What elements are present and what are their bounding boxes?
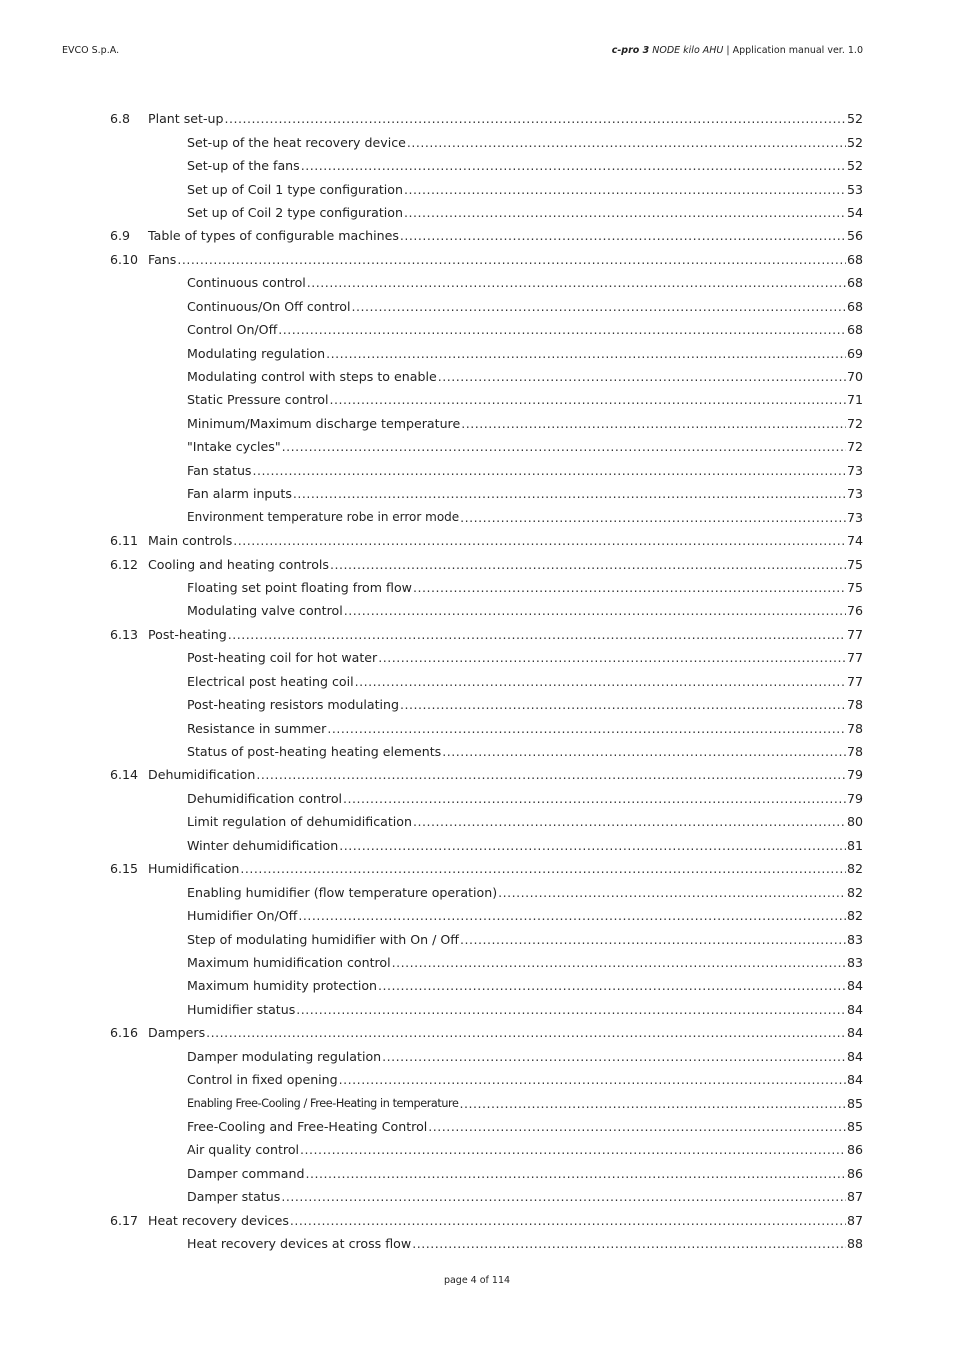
toc-dot-leader [400,697,846,712]
toc-dot-leader [407,135,846,150]
toc-entry[interactable] [110,1232,863,1255]
toc-entry-title: Continuous control [187,275,306,291]
toc-entry-title: Fans [148,251,177,267]
toc-dot-leader [253,463,846,478]
product-name-italic: NODE kilo AHU [652,45,724,56]
toc-section-number: 6.15 [110,861,139,877]
product-name-bold: c-pro 3 [611,45,650,56]
toc-entry[interactable] [110,341,863,364]
toc-entry-title: Resistance in summer [187,720,327,736]
toc-entry-title: Dehumidification control [187,790,343,806]
toc-dot-leader [413,814,846,829]
toc-dot-leader [225,111,846,126]
toc-entry-title: Control On/Off [187,322,278,338]
toc-entry-title: Maximum humidity protection [187,978,378,994]
toc-dot-leader [344,603,846,618]
toc-dot-leader [290,1213,846,1228]
table-of-contents [110,107,863,1255]
toc-entry-title: Air quality control [187,1142,300,1158]
toc-entry-title: Winter dehumidification [187,837,339,853]
toc-entry[interactable] [110,1162,863,1185]
toc-page-number: 53 [846,181,863,197]
toc-entry[interactable] [110,412,863,435]
toc-entry-title: Continuous/On Off control [187,298,351,314]
toc-entry-title: Enabling humidifier (flow temperature operation) [187,884,498,900]
page-header [62,45,863,59]
toc-entry[interactable] [110,1091,863,1114]
toc-entry[interactable] [110,365,863,388]
toc-dot-leader [412,1236,846,1251]
toc-entry-title: Status of post-heating heating elements [187,744,442,760]
toc-dot-leader [256,767,846,782]
toc-dot-leader [404,205,846,220]
toc-section-number: 6.13 [110,626,139,642]
toc-page-number: 78 [846,720,863,736]
toc-entry[interactable] [110,1138,863,1161]
toc-entry-title: Modulating regulation [187,345,326,361]
toc-page-number: 87 [846,1189,863,1205]
toc-section-number: 6.8 [110,111,131,127]
toc-entry[interactable] [110,107,863,130]
toc-dot-leader [300,1142,846,1157]
toc-entry[interactable] [110,763,863,786]
toc-page-number: 73 [846,486,863,502]
toc-page-number: 84 [846,1001,863,1017]
toc-dot-leader [330,557,846,572]
toc-entry-title: Humidifier On/Off [187,908,298,924]
toc-section-number: 6.9 [110,228,131,244]
toc-entry-title: Control in fixed opening [187,1072,338,1088]
toc-entry-title: Static Pressure control [187,392,329,408]
toc-page-number: 81 [846,837,863,853]
toc-entry-title: Damper modulating regulation [187,1048,382,1064]
toc-page-number: 85 [846,1095,863,1111]
toc-entry[interactable] [110,295,863,318]
toc-entry-title: Enabling Free-Cooling / Free-Heating in temperature [187,1096,459,1110]
toc-dot-leader [298,908,846,923]
toc-dot-leader [305,1166,846,1181]
toc-entry-title: Fan alarm inputs [187,486,292,502]
toc-dot-leader [326,346,846,361]
toc-page-number: 86 [846,1165,863,1181]
toc-entry[interactable] [110,1045,863,1068]
toc-entry[interactable] [110,740,863,763]
toc-page-number: 88 [846,1236,863,1252]
toc-entry[interactable] [110,482,863,505]
toc-dot-leader [460,1096,846,1111]
toc-entry-title: Maximum humidification control [187,954,391,970]
toc-page-number: 84 [846,1048,863,1064]
toc-entry[interactable] [110,974,863,997]
toc-entry[interactable] [110,927,863,950]
toc-dot-leader [281,1189,846,1204]
toc-entry[interactable] [110,552,863,575]
toc-entry-title: Cooling and heating controls [148,556,329,572]
document-title [612,45,863,56]
toc-page-number: 73 [846,509,863,525]
toc-page-number: 77 [846,673,863,689]
toc-dot-leader [460,932,846,947]
toc-page-number: 79 [846,767,863,783]
page-footer: page 4 of 114 [443,1275,511,1286]
toc-entry-title: Fan status [187,462,252,478]
toc-dot-leader [428,1119,846,1134]
toc-entry[interactable] [110,670,863,693]
toc-entry-title: Dampers [148,1025,206,1041]
toc-entry[interactable] [110,693,863,716]
toc-dot-leader [296,1002,846,1017]
toc-page-number: 52 [846,111,863,127]
toc-entry-title: Humidifier status [187,1001,296,1017]
toc-entry-title: Free-Cooling and Free-Heating Control [187,1119,428,1135]
toc-entry-title: Plant set-up [148,111,224,127]
toc-dot-leader [355,674,846,689]
toc-entry-title: Dehumidification [148,767,256,783]
toc-page-number: 68 [846,322,863,338]
toc-section-number: 6.12 [110,556,139,572]
toc-page-number: 76 [846,603,863,619]
toc-entry-title: Modulating control with steps to enable [187,369,437,385]
toc-dot-leader [343,791,846,806]
toc-entry[interactable] [110,951,863,974]
toc-dot-leader [438,369,846,384]
toc-page-number: 74 [846,533,863,549]
toc-page-number: 84 [846,1025,863,1041]
toc-entry-title: Heat recovery devices at cross flow [187,1236,412,1252]
toc-page-number: 84 [846,978,863,994]
toc-entry-title: Post-heating coil for hot water [187,650,378,666]
toc-entry[interactable] [110,248,863,271]
toc-page-number: 52 [846,134,863,150]
toc-entry-title: Main controls [148,533,233,549]
toc-entry[interactable] [110,576,863,599]
toc-entry[interactable] [110,834,863,857]
toc-entry[interactable] [110,271,863,294]
toc-entry-title: Floating set point floating from flow [187,579,412,595]
toc-dot-leader [307,275,846,290]
toc-entry[interactable] [110,1185,863,1208]
toc-entry-title: Post-heating [148,626,227,642]
toc-entry-title: Set-up of the heat recovery device [187,134,406,150]
toc-dot-leader [327,721,846,736]
toc-entry-title: "Intake cycles" [187,439,281,455]
toc-page-number: 69 [846,345,863,361]
toc-page-number: 78 [846,697,863,713]
toc-entry[interactable] [110,646,863,669]
toc-dot-leader [206,1025,846,1040]
toc-dot-leader [339,1072,846,1087]
toc-entry[interactable] [110,318,863,341]
toc-page-number: 75 [846,556,863,572]
toc-page-number: 82 [846,884,863,900]
toc-entry-title: Table of types of configurable machines [148,228,399,244]
toc-entry[interactable] [110,1068,863,1091]
toc-page-number: 75 [846,579,863,595]
toc-dot-leader [329,392,846,407]
toc-section-number: 6.10 [110,251,139,267]
toc-entry-title: Set up of Coil 2 type configuration [187,204,403,220]
toc-dot-leader [442,744,846,759]
toc-entry[interactable] [110,599,863,622]
toc-page-number: 83 [846,931,863,947]
toc-page-number: 54 [846,204,863,220]
toc-dot-leader [177,252,846,267]
toc-page-number: 73 [846,462,863,478]
manual-version: | Application manual ver. 1.0 [726,45,863,56]
toc-entry-title: Post-heating resistors modulating [187,697,399,713]
toc-entry[interactable] [110,201,863,224]
toc-dot-leader [301,158,846,173]
toc-page-number: 79 [846,790,863,806]
toc-entry-title: Humidification [148,861,240,877]
toc-section-number: 6.16 [110,1025,139,1041]
toc-page-number: 78 [846,744,863,760]
toc-dot-leader [378,978,846,993]
toc-entry[interactable] [110,716,863,739]
toc-page-number: 71 [846,392,863,408]
toc-page-number: 86 [846,1142,863,1158]
toc-page-number: 80 [846,814,863,830]
toc-dot-leader [233,533,846,548]
toc-entry-title: Electrical post heating coil [187,673,354,689]
toc-dot-leader [460,510,846,525]
toc-page-number: 83 [846,954,863,970]
toc-entry[interactable] [110,435,863,458]
toc-page-number: 70 [846,369,863,385]
toc-entry[interactable] [110,1115,863,1138]
toc-section-number: 6.14 [110,767,139,783]
toc-entry-title: Set up of Coil 1 type configuration [187,181,403,197]
toc-dot-leader [352,299,846,314]
toc-page-number: 72 [846,439,863,455]
toc-dot-leader [404,182,846,197]
toc-entry[interactable] [110,904,863,927]
toc-page-number: 85 [846,1119,863,1135]
toc-entry[interactable] [110,529,863,552]
toc-page-number: 84 [846,1072,863,1088]
toc-section-number: 6.11 [110,533,139,549]
toc-dot-leader [382,1049,846,1064]
toc-entry[interactable] [110,154,863,177]
toc-page-number: 68 [846,275,863,291]
toc-page-number: 77 [846,626,863,642]
toc-entry[interactable] [110,177,863,200]
company-name: EVCO S.p.A. [62,45,120,56]
toc-entry-title: Set-up of the fans [187,158,300,174]
toc-dot-leader [293,486,846,501]
toc-page-number: 82 [846,861,863,877]
toc-entry[interactable] [110,623,863,646]
toc-dot-leader [339,838,846,853]
toc-entry-title: Damper command [187,1165,305,1181]
toc-entry-title: Minimum/Maximum discharge temperature [187,415,461,431]
toc-page-number: 52 [846,158,863,174]
toc-dot-leader [282,439,846,454]
toc-dot-leader [240,861,846,876]
toc-dot-leader [228,627,846,642]
toc-entry[interactable] [110,224,863,247]
toc-dot-leader [278,322,846,337]
toc-dot-leader [413,580,846,595]
toc-entry-title: Damper status [187,1189,281,1205]
toc-entry-title: Modulating valve control [187,603,343,619]
toc-entry[interactable] [110,810,863,833]
toc-dot-leader [378,650,846,665]
toc-entry[interactable] [110,787,863,810]
toc-entry[interactable] [110,880,863,903]
toc-entry-title: Step of modulating humidifier with On / Off [187,931,459,947]
toc-dot-leader [400,228,846,243]
toc-entry-title: Environment temperature robe in error mode [187,510,460,525]
toc-entry[interactable] [110,1021,863,1044]
toc-page-number: 72 [846,415,863,431]
toc-page-number: 68 [846,251,863,267]
toc-page-number: 87 [846,1212,863,1228]
toc-page-number: 68 [846,298,863,314]
toc-entry[interactable] [110,1209,863,1232]
toc-page-number: 77 [846,650,863,666]
toc-entry[interactable] [110,388,863,411]
toc-entry[interactable] [110,505,863,528]
toc-section-number: 6.17 [110,1212,139,1228]
toc-entry[interactable] [110,998,863,1021]
toc-dot-leader [461,416,846,431]
toc-page-number: 56 [846,228,863,244]
toc-entry-title: Limit regulation of dehumidification [187,814,412,830]
toc-entry[interactable] [110,130,863,153]
toc-entry[interactable] [110,857,863,880]
toc-page-number: 82 [846,908,863,924]
toc-entry-title: Heat recovery devices [148,1212,289,1228]
toc-dot-leader [392,955,846,970]
toc-entry[interactable] [110,459,863,482]
toc-dot-leader [498,885,846,900]
